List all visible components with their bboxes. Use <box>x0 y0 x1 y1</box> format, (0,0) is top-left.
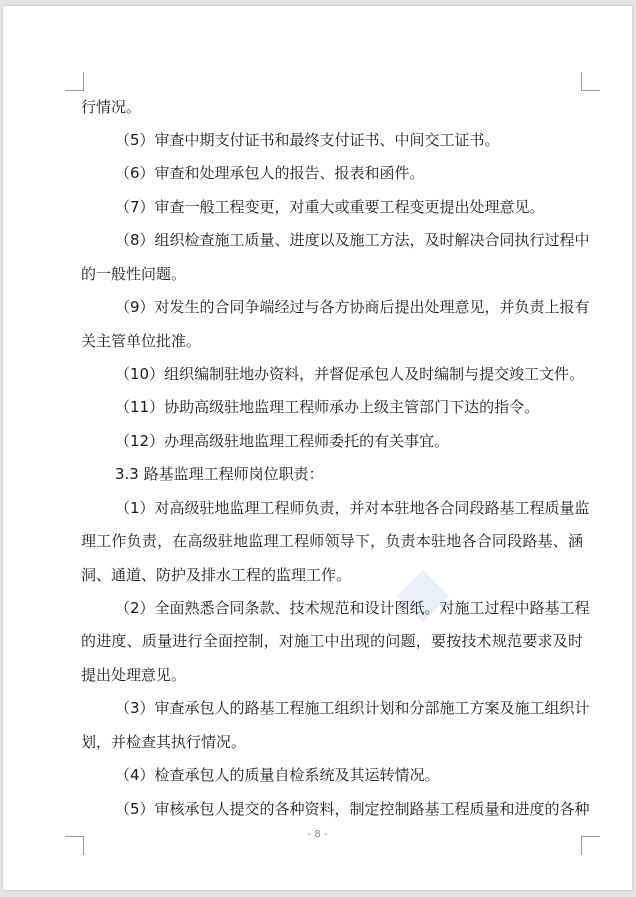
text-line-2: （5）审查中期支付证书和最终支付证书、中间交工证书。 <box>115 131 500 149</box>
text-line-3: （6）审查和处理承包人的报告、报表和函件。 <box>115 164 425 182</box>
text-line-7: （9）对发生的合同争端经过与各方协商后提出处理意见，并负责上报有 <box>115 298 590 316</box>
crop-mark-top-left <box>65 72 84 91</box>
crop-mark-top-right <box>581 72 600 91</box>
text-line-20: 划，并检查其执行情况。 <box>81 733 247 751</box>
text-line-18: 提出处理意见。 <box>81 666 187 684</box>
page-number: - 8 - <box>307 829 328 840</box>
text-line-9: （10）组织编制驻地办资料，并督促承包人及时编制与提交竣工文件。 <box>115 365 585 383</box>
text-line-21: （4）检查承包人的质量自检系统及其运转情况。 <box>115 766 440 784</box>
document-page <box>3 6 632 890</box>
text-line-19: （3）审查承包人的路基工程施工组织计划和分部施工方案及施工组织计 <box>115 699 590 717</box>
text-line-13: （1）对高级驻地监理工程师负责，并对本驻地各合同段路基工程质量监 <box>115 499 590 517</box>
text-line-22: （5）审核承包人提交的各种资料，制定控制路基工程质量和进度的各种 <box>115 800 590 818</box>
text-line-17: 的进度、质量进行全面控制，对施工中出现的问题，要按技术规范要求及时 <box>81 632 583 650</box>
text-line-4: （7）审查一般工程变更，对重大或重要工程变更提出处理意见。 <box>115 198 545 216</box>
text-line-16: （2）全面熟悉合同条款、技术规范和设计图纸。对施工过程中路基工程 <box>115 599 590 617</box>
text-line-14: 理工作负责，在高级驻地监理工程师领导下，负责本驻地各合同段路基、涵 <box>81 532 583 550</box>
text-line-11: （12）办理高级驻地监理工程师委托的有关事宜。 <box>115 432 450 450</box>
text-line-10: （11）协助高级驻地监理工程师承办上级主管部门下达的指令。 <box>115 398 540 416</box>
text-line-15: 洞、通道、防护及排水工程的监理工作。 <box>81 566 352 584</box>
text-line-5: （8）组织检查施工质量、进度以及施工方法，及时解决合同执行过程中 <box>115 231 590 249</box>
section-heading: 3.3 路基监理工程师岗位职责： <box>115 465 324 483</box>
text-line-1: 行情况。 <box>81 98 142 116</box>
text-line-8: 关主管单位批准。 <box>81 332 202 350</box>
text-line-6: 的一般性问题。 <box>81 265 187 283</box>
